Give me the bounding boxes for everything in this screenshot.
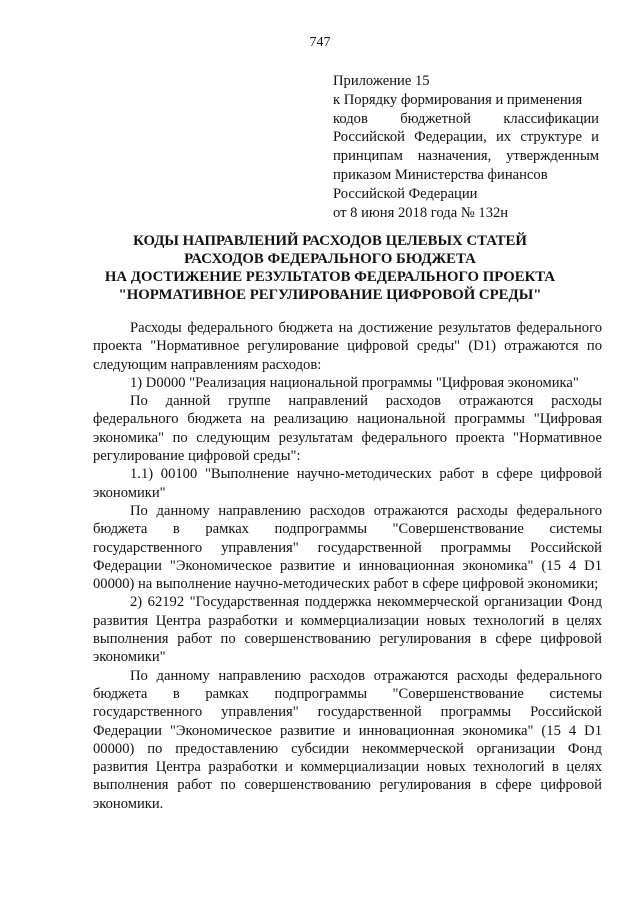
document-body <box>93 319 602 813</box>
appendix-block <box>333 72 599 222</box>
paragraph-item-1-desc: По данной группе направлений расходов отражаются расходы федерального бюджета на реализацию национальной программы "Цифровая экономика" по следующим результатам федерального проекта "Нормативное регулирование цифровой среды": <box>93 393 602 465</box>
title-line: КОДЫ НАПРАВЛЕНИЙ РАСХОДОВ ЦЕЛЕВЫХ СТАТЕЙ <box>133 233 527 249</box>
title-line: "НОРМАТИВНОЕ РЕГУЛИРОВАНИЕ ЦИФРОВОЙ СРЕДЫ" <box>118 287 542 303</box>
paragraph-item-1: 1) D0000 "Реализация национальной программы "Цифровая экономика" <box>130 374 579 391</box>
appendix-line: Российской Федерации <box>333 185 478 202</box>
page-number: 747 <box>309 35 331 50</box>
appendix-line: принципам назначения, утвержденным <box>333 148 599 165</box>
paragraph-item-1-1-desc: По данному направлению расходов отражаются расходы федерального бюджета в рамках подпрограммы "Совершенствование системы государственного управления" государственной программы Российской Федерации "Экономическое развитие и инновационная экономика" (15 4 D1 00000) на выполнение научно-методических работ в сфере цифровой экономики; <box>93 502 602 593</box>
appendix-line: к Порядку формирования и применения <box>333 91 583 108</box>
appendix-line: Российской Федерации, их структуре и <box>333 129 599 146</box>
appendix-line: от 8 июня 2018 года № 132н <box>333 204 509 221</box>
appendix-line: Приложение 15 <box>333 73 430 89</box>
paragraph-intro: Расходы федерального бюджета на достижение результатов федерального проекта "Нормативное регулирование цифровой среды" (D1) отражаются по следующим направлениям расходов: <box>93 320 602 373</box>
appendix-line: приказом Министерства финансов <box>333 166 548 183</box>
document-title <box>60 232 600 304</box>
title-line: РАСХОДОВ ФЕДЕРАЛЬНОГО БЮДЖЕТА <box>184 251 476 267</box>
appendix-line: кодов бюджетной классификации <box>333 110 599 127</box>
paragraph-item-2-desc: По данному направлению расходов отражаются расходы федерального бюджета в рамках подпрограммы "Совершенствование системы государственного управления" государственной программы Российской Федерации "Экономическое развитие и инновационная экономика" (15 4 D1 00000) по предоставлению субсидии некоммерческой организации Фонд развития Центра разработки и коммерциализации новых технологий в целях выполнения работ по совершенствованию регулирования в сфере цифровой экономики. <box>93 667 602 812</box>
paragraph-item-1-1: 1.1) 00100 "Выполнение научно-методических работ в сфере цифровой экономики" <box>93 466 602 501</box>
title-line: НА ДОСТИЖЕНИЕ РЕЗУЛЬТАТОВ ФЕДЕРАЛЬНОГО ПРОЕКТА <box>104 269 556 285</box>
paragraph-item-2: 2) 62192 "Государственная поддержка некоммерческой организации Фонд развития Центра разработки и коммерциализации новых технологий в целях выполнения работ по совершенствованию регулирования в сфере цифровой экономики" <box>93 594 602 666</box>
